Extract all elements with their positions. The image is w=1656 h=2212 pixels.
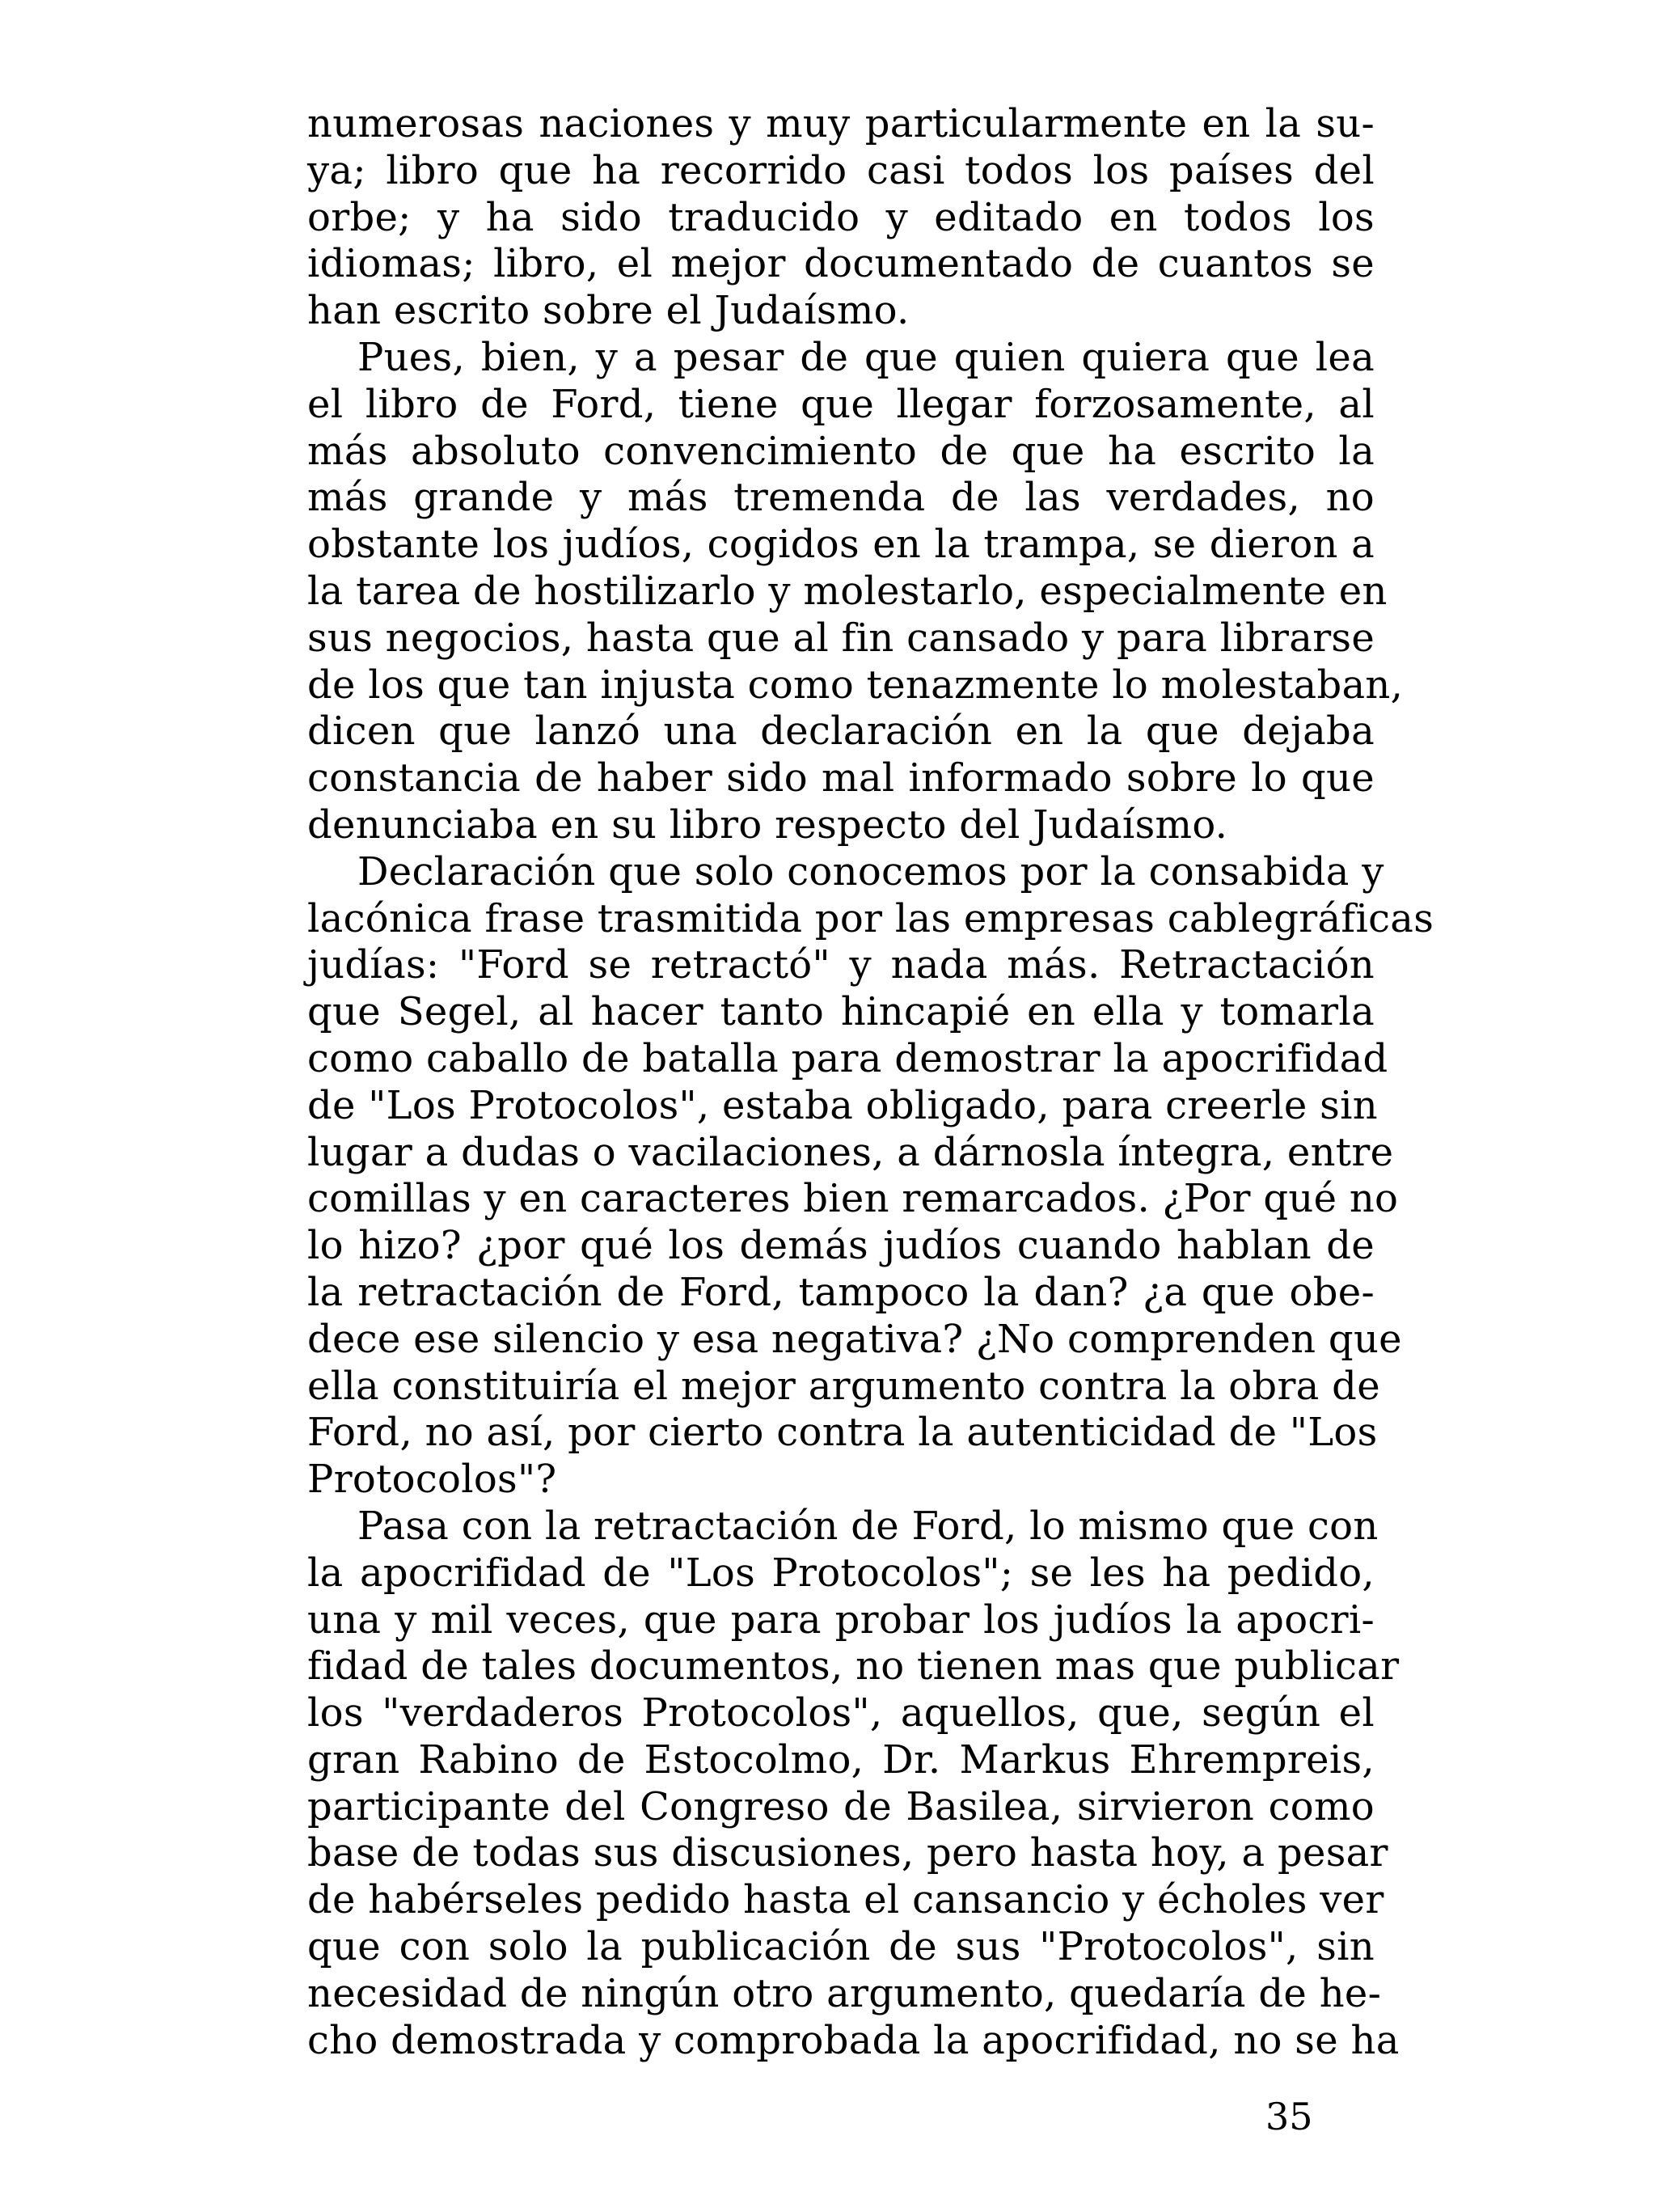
text-line: el libro de Ford, tiene que llegar forzosamente, al: [307, 381, 1375, 427]
text-line: Protocolos"?: [307, 1457, 557, 1503]
text-line: los "verdaderos Protocolos", aquellos, que, según el: [307, 1690, 1375, 1736]
text-line: dece ese silencio y esa negativa? ¿No comprenden que: [307, 1316, 1402, 1362]
text-line: orbe; y ha sido traducido y editado en todos los: [307, 194, 1375, 240]
text-line: gran Rabino de Estocolmo, Dr. Markus Ehrempreis,: [307, 1736, 1375, 1783]
text-line: denunciaba en su libro respecto del Judaísmo.: [307, 801, 1228, 848]
text-line: obstante los judíos, cogidos en la trampa, se dieron a: [307, 522, 1375, 568]
text-line: de "Los Protocolos", estaba obligado, para creerle sin: [307, 1082, 1378, 1128]
page-number: 35: [1265, 2095, 1313, 2138]
text-line: la retractación de Ford, tampoco la dan? ¿a que obe-: [307, 1269, 1375, 1315]
text-line: sus negocios, hasta que al fin cansado y para librarse: [307, 615, 1375, 661]
text-line: más grande y más tremenda de las verdades, no: [307, 475, 1375, 521]
text-line: Declaración que solo conocemos por la consabida y: [357, 848, 1384, 895]
text-line: numerosas naciones y muy particularmente en la su-: [307, 101, 1375, 146]
text-line: comillas y en caracteres bien remarcados. ¿Por qué no: [307, 1176, 1399, 1222]
text-line: lugar a dudas o vacilaciones, a dárnosla íntegra, entre: [307, 1129, 1394, 1175]
text-line: de habérseles pedido hasta el cansancio y écholes ver: [307, 1877, 1384, 1923]
text-line: lacónica frase trasmitida por las empresas cablegráficas: [307, 895, 1434, 941]
text-line: judías: "Ford se retractó" y nada más. Retractación: [307, 942, 1375, 988]
text-line: lo hizo? ¿por qué los demás judíos cuando hablan de: [307, 1223, 1375, 1269]
text-line: como caballo de batalla para demostrar la apocrifidad: [307, 1035, 1388, 1081]
text-line: dicen que lanzó una declaración en la que dejaba: [307, 708, 1375, 755]
text-line: una y mil veces, que para probar los judíos la apocri-: [307, 1597, 1375, 1643]
text-line: Pasa con la retractación de Ford, lo mismo que con: [357, 1503, 1379, 1549]
text-line: constancia de haber sido mal informado sobre lo que: [307, 755, 1375, 801]
text-line: base de todas sus discusiones, pero hasta hoy, a pesar: [307, 1830, 1388, 1876]
text-line: ella constituiría el mejor argumento contra la obra de: [307, 1363, 1380, 1409]
text-line: de los que tan injusta como tenazmente lo molestaban,: [307, 662, 1404, 708]
text-line: cho demostrada y comprobada la apocrifidad, no se ha: [307, 2017, 1400, 2063]
text-line: la apocrifidad de "Los Protocolos"; se les ha pedido,: [307, 1550, 1375, 1596]
text-line: fidad de tales documentos, no tienen mas que publicar: [307, 1643, 1400, 1690]
text-line: idiomas; libro, el mejor documentado de cuantos se: [307, 241, 1375, 287]
text-line: Ford, no así, por cierto contra la autenticidad de "Los: [307, 1410, 1378, 1456]
text-line: han escrito sobre el Judaísmo.: [307, 288, 910, 334]
text-line: ya; libro que ha recorrido casi todos los países del: [307, 147, 1375, 193]
text-line: más absoluto convencimiento de que ha escrito la: [307, 428, 1375, 474]
text-line: participante del Congreso de Basilea, sirvieron como: [307, 1783, 1375, 1829]
text-line: que con solo la publicación de sus "Protocolos", sin: [307, 1924, 1375, 1970]
text-line: Pues, bien, y a pesar de que quien quiera que lea: [357, 334, 1375, 380]
text-line: necesidad de ningún otro argumento, quedaría de he-: [307, 1970, 1382, 2016]
text-line: la tarea de hostilizarlo y molestarlo, especialmente en: [307, 568, 1388, 614]
page-body: [307, 101, 1434, 2064]
text-line: que Segel, al hacer tanto hincapié en ella y tomarla: [307, 989, 1375, 1035]
